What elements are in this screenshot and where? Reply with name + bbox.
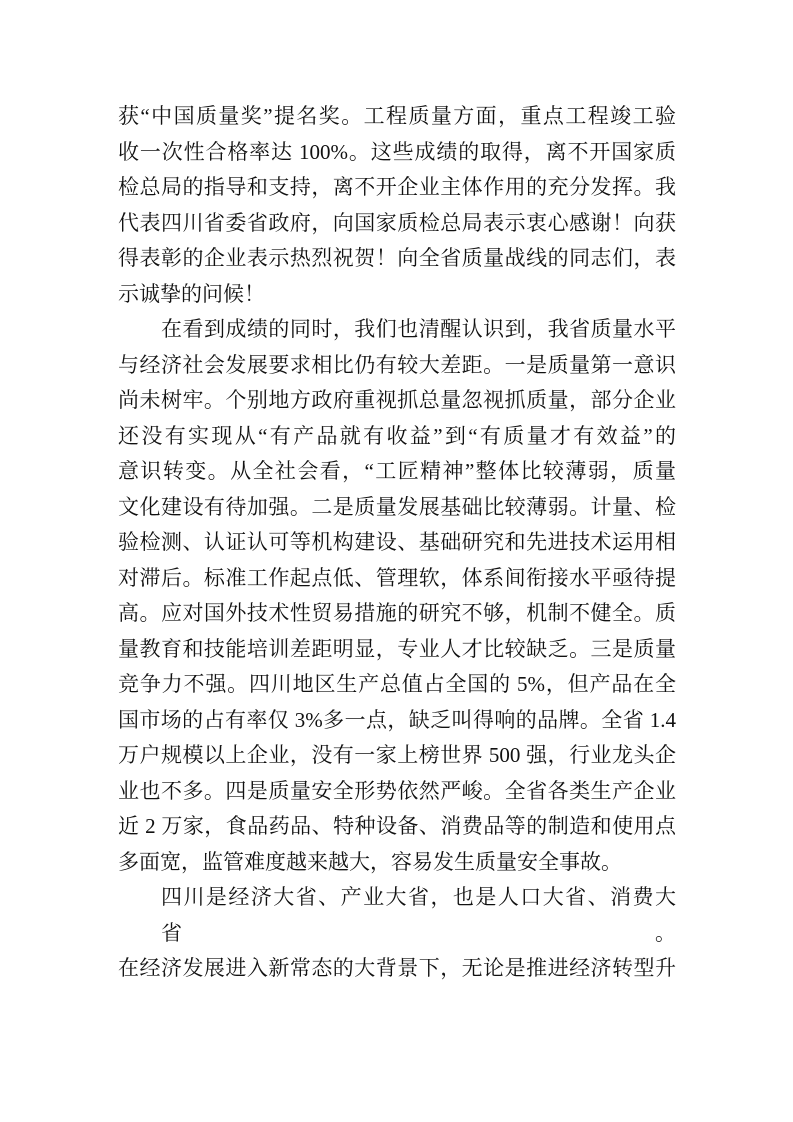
text-line: 多面宽，监管难度越来越大，容易发生质量安全事故。 — [118, 849, 622, 874]
paragraph-start-line: 四川是经济大省、产业大省，也是人口大省、消费大省。 — [161, 885, 676, 945]
text-line: 收一次性合格率达 100%。这些成绩的取得，离不开国家质 — [118, 139, 676, 164]
paragraph-start-line: 在看到成绩的同时，我们也清醒认识到，我省质量水平 — [161, 317, 676, 341]
text-line: 在经济发展进入新常态的大背景下，无论是推进经济转型升 — [118, 956, 676, 980]
text-line: 验检测、认证认可等机构建设、基础研究和先进技术运用相 — [118, 530, 676, 554]
text-line: 文化建设有待加强。二是质量发展基础比较薄弱。计量、检 — [118, 494, 676, 519]
text-line: 还没有实现从“有产品就有收益”到“有质量才有效益”的 — [118, 423, 676, 448]
text-line: 尚未树牢。个别地方政府重视抓总量忽视抓质量，部分企业 — [118, 388, 676, 412]
text-line: 得表彰的企业表示热烈祝贺！向全省质量战线的同志们，表 — [118, 246, 676, 270]
text-line: 量教育和技能培训差距明显，专业人才比较缺乏。三是质量 — [118, 636, 676, 661]
text-line: 对滞后。标准工作起点低、管理软，体系间衔接水平亟待提 — [118, 565, 676, 590]
text-line: 近 2 万家，食品药品、特种设备、消费品等的制造和使用点 — [118, 814, 676, 838]
text-line: 检总局的指导和支持，离不开企业主体作用的充分发挥。我 — [118, 175, 676, 199]
text-line: 示诚挚的问候！ — [118, 281, 265, 306]
text-line: 国市场的占有率仅 3%多一点，缺乏叫得响的品牌。全省 1.4 — [118, 707, 676, 732]
document-body — [118, 99, 676, 987]
text-line: 业也不多。四是质量安全形势依然严峻。全省各类生产企业 — [118, 778, 676, 803]
text-line: 获“中国质量奖”提名奖。工程质量方面，重点工程竣工验 — [118, 104, 676, 128]
text-line: 意识转变。从全社会看，“工匠精神”整体比较薄弱，质量 — [118, 459, 676, 483]
text-line: 竞争力不强。四川地区生产总值占全国的 5%，但产品在全 — [118, 672, 676, 696]
text-line: 万户规模以上企业，没有一家上榜世界 500 强，行业龙头企 — [118, 743, 676, 767]
text-line: 与经济社会发展要求相比仍有较大差距。一是质量第一意识 — [118, 352, 676, 377]
text-line: 代表四川省委省政府，向国家质检总局表示衷心感谢！向获 — [118, 210, 676, 235]
text-line: 高。应对国外技术性贸易措施的研究不够，机制不健全。质 — [118, 601, 676, 625]
